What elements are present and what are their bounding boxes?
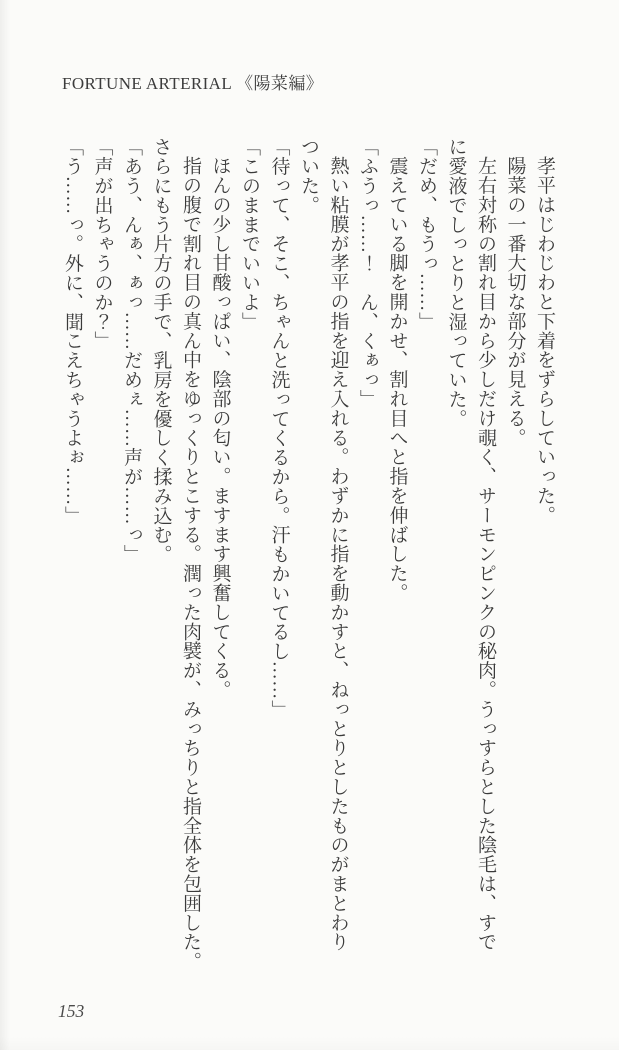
text-line: 指の腹で割れ目の真ん中をゆっくりとこする。潤った肉襞が、みっちりと指全体を包囲した。 — [180, 156, 201, 971]
text-line: 孝平はじわじわと下着をずらしていった。 — [534, 156, 555, 525]
text-line: 「ふうっ……！ ん、くぁっ」 — [357, 137, 378, 409]
text-line: 左右対称の割れ目から少しだけ覗く、サーモンピンクの秘肉。うっすらとした陰毛は、すで — [475, 156, 496, 952]
text-line: 「このままでいいよ」 — [239, 137, 260, 331]
text-line: 「待って、そこ、ちゃんと洗ってくるから。汗もかいてるし……」 — [268, 137, 290, 719]
text-block — [58, 137, 560, 982]
text-line: ほんの少し甘酸っぱい、陰部の匂い。ますます興奮してくる。 — [209, 156, 231, 700]
running-header-title: FORTUNE ARTERIAL 《陽菜編》 — [62, 74, 324, 93]
text-line: 「う……っ。外に、聞こえちゃうよぉ……」 — [62, 137, 83, 525]
text-line: 「声が出ちゃうのか？」 — [91, 137, 113, 351]
text-line: 「だめ、もうっ……」 — [416, 137, 437, 331]
text-line: に愛液でしっとりと湿っていた。 — [445, 137, 467, 428]
text-line: 陽菜の一番大切な部分が見える。 — [504, 156, 526, 447]
text-line: 熱い粘膜が孝平の指を迎え入れる。わずかに指を動かすと、ねっとりとしたものがまとわり — [327, 156, 349, 952]
text-line: ついた。 — [298, 137, 319, 215]
page-number: 153 — [58, 1001, 85, 1021]
text-line: 震えている脚を開かせ、割れ目へと指を伸ばした。 — [386, 156, 408, 603]
text-line: 「あう、んぁ、ぁっ……だめぇ……声が……っ」 — [121, 137, 142, 564]
text-line: さらにもう片方の手で、乳房を優しく揉み込む。 — [150, 137, 172, 564]
